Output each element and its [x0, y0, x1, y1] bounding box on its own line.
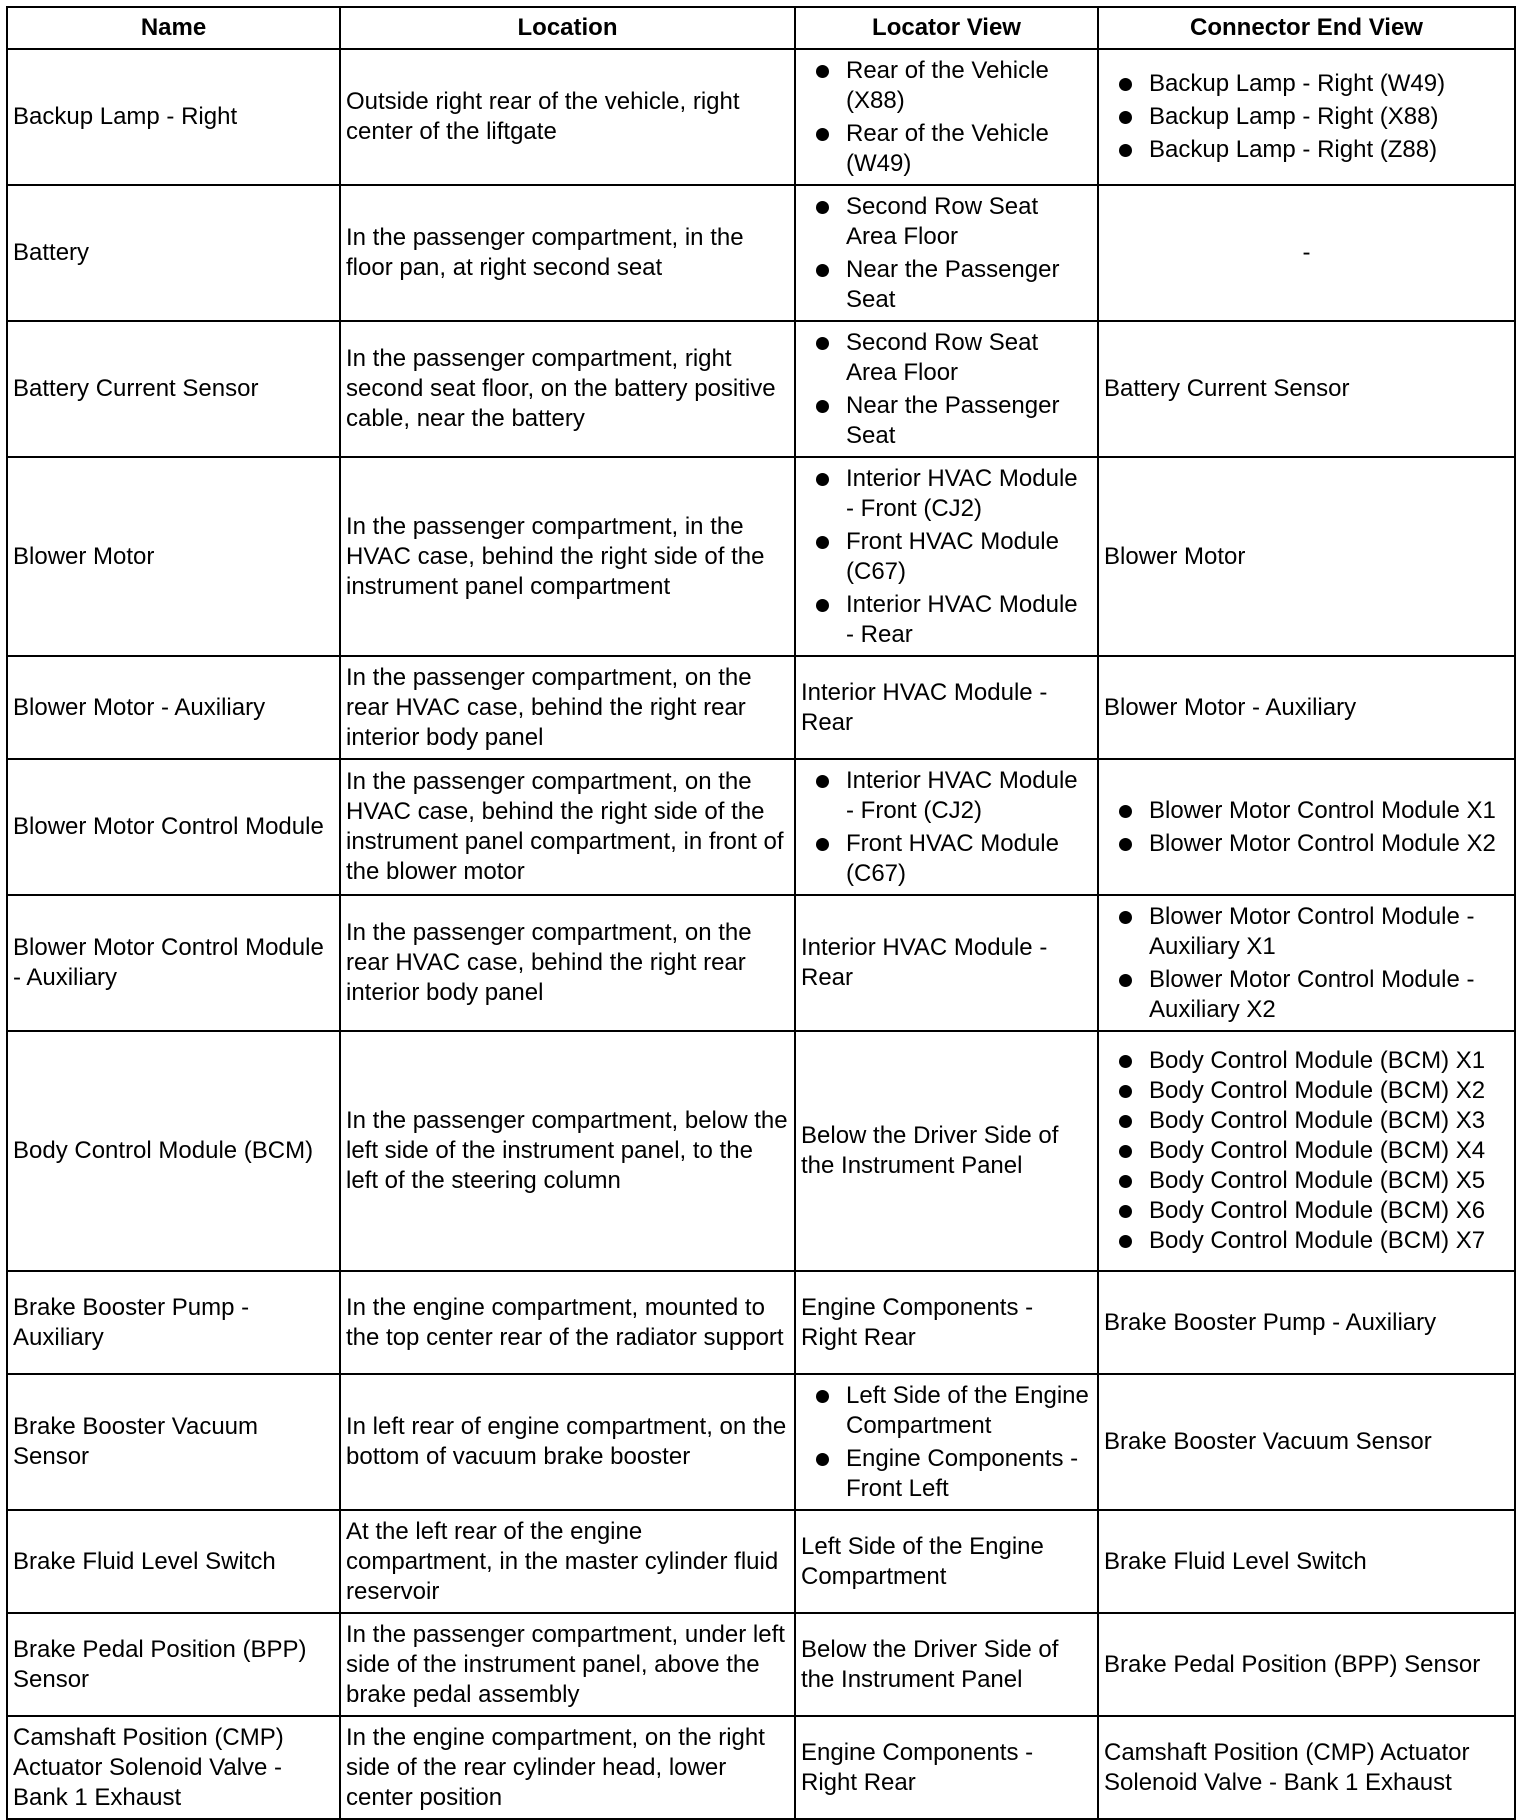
table-row — [7, 895, 1515, 1031]
list-item: Interior HVAC Module - Front (CJ2) — [846, 766, 1092, 826]
cell-connector-end-view: Brake Booster Pump - Auxiliary — [1098, 1271, 1515, 1374]
cell-connector-end-view — [1098, 759, 1515, 895]
list-item: Body Control Module (BCM) X5 — [1149, 1166, 1509, 1196]
cell-locator-view — [795, 321, 1098, 457]
cell-name: Blower Motor Control Module — [7, 759, 340, 895]
cell-locator-view: Below the Driver Side of the Instrument Panel — [795, 1031, 1098, 1271]
table-row — [7, 656, 1515, 759]
cell-location: At the left rear of the engine compartment, in the master cylinder fluid reservoir — [340, 1510, 795, 1613]
cell-location: In left rear of engine compartment, on the bottom of vacuum brake booster — [340, 1374, 795, 1510]
list-item: Interior HVAC Module - Rear — [846, 590, 1092, 650]
list-item: Front HVAC Module (C67) — [846, 527, 1092, 587]
table-row — [7, 1613, 1515, 1716]
table-row — [7, 49, 1515, 185]
table-row — [7, 1031, 1515, 1271]
list-item: Body Control Module (BCM) X4 — [1149, 1136, 1509, 1166]
list-item: Rear of the Vehicle (X88) — [846, 56, 1092, 116]
cell-locator-view: Left Side of the Engine Compartment — [795, 1510, 1098, 1613]
cell-location: In the passenger compartment, on the rear HVAC case, behind the right rear interior body panel — [340, 656, 795, 759]
table-row — [7, 1374, 1515, 1510]
header-locator-view: Locator View — [795, 7, 1098, 49]
cell-name: Blower Motor Control Module - Auxiliary — [7, 895, 340, 1031]
cell-connector-end-view: Blower Motor - Auxiliary — [1098, 656, 1515, 759]
list-item: Body Control Module (BCM) X6 — [1149, 1196, 1509, 1226]
list-item: Blower Motor Control Module X1 — [1149, 796, 1509, 826]
table-row — [7, 759, 1515, 895]
cell-name: Brake Booster Pump - Auxiliary — [7, 1271, 340, 1374]
cell-connector-end-view: Battery Current Sensor — [1098, 321, 1515, 457]
cell-location: In the passenger compartment, in the HVAC case, behind the right side of the instrument panel compartment — [340, 457, 795, 656]
cell-connector-end-view: Blower Motor — [1098, 457, 1515, 656]
cell-location: In the passenger compartment, in the floor pan, at right second seat — [340, 185, 795, 321]
cell-connector-end-view — [1098, 895, 1515, 1031]
cell-connector-end-view: Brake Fluid Level Switch — [1098, 1510, 1515, 1613]
table-row — [7, 185, 1515, 321]
header-connector-end-view: Connector End View — [1098, 7, 1515, 49]
list-item: Near the Passenger Seat — [846, 255, 1092, 315]
cell-connector-end-view: Brake Booster Vacuum Sensor — [1098, 1374, 1515, 1510]
cell-name: Blower Motor — [7, 457, 340, 656]
table-row — [7, 1271, 1515, 1374]
table-row — [7, 457, 1515, 656]
list-item: Blower Motor Control Module X2 — [1149, 829, 1509, 859]
list-item: Body Control Module (BCM) X1 — [1149, 1046, 1509, 1076]
list-item: Body Control Module (BCM) X2 — [1149, 1076, 1509, 1106]
cell-locator-view — [795, 49, 1098, 185]
cell-connector-end-view — [1098, 1031, 1515, 1271]
header-location: Location — [340, 7, 795, 49]
cell-connector-end-view: - — [1098, 185, 1515, 321]
cell-name: Body Control Module (BCM) — [7, 1031, 340, 1271]
list-item: Near the Passenger Seat — [846, 391, 1092, 451]
header-name: Name — [7, 7, 340, 49]
list-item: Backup Lamp - Right (X88) — [1149, 102, 1509, 132]
cell-name: Camshaft Position (CMP) Actuator Solenoid Valve - Bank 1 Exhaust — [7, 1716, 340, 1819]
list-item: Blower Motor Control Module - Auxiliary X1 — [1149, 902, 1509, 962]
cell-location: In the passenger compartment, on the HVAC case, behind the right side of the instrument panel compartment, in front of the blower motor — [340, 759, 795, 895]
list-item: Body Control Module (BCM) X7 — [1149, 1226, 1509, 1256]
list-item: Blower Motor Control Module - Auxiliary X2 — [1149, 965, 1509, 1025]
cell-location: In the engine compartment, mounted to the top center rear of the radiator support — [340, 1271, 795, 1374]
table-row — [7, 1510, 1515, 1613]
list-item: Backup Lamp - Right (Z88) — [1149, 135, 1509, 165]
list-item: Front HVAC Module (C67) — [846, 829, 1092, 889]
cell-name: Brake Booster Vacuum Sensor — [7, 1374, 340, 1510]
table-row — [7, 1716, 1515, 1819]
list-item: Body Control Module (BCM) X3 — [1149, 1106, 1509, 1136]
cell-locator-view — [795, 457, 1098, 656]
cell-locator-view: Engine Components - Right Rear — [795, 1716, 1098, 1819]
cell-locator-view — [795, 759, 1098, 895]
cell-name: Backup Lamp - Right — [7, 49, 340, 185]
list-item: Engine Components - Front Left — [846, 1444, 1092, 1504]
list-item: Left Side of the Engine Compartment — [846, 1381, 1092, 1441]
cell-connector-end-view: Brake Pedal Position (BPP) Sensor — [1098, 1613, 1515, 1716]
cell-locator-view: Interior HVAC Module - Rear — [795, 895, 1098, 1031]
cell-name: Brake Pedal Position (BPP) Sensor — [7, 1613, 340, 1716]
cell-name: Battery — [7, 185, 340, 321]
cell-name: Battery Current Sensor — [7, 321, 340, 457]
cell-location: In the passenger compartment, right second seat floor, on the battery positive cable, near the battery — [340, 321, 795, 457]
cell-location: In the passenger compartment, under left side of the instrument panel, above the brake pedal assembly — [340, 1613, 795, 1716]
cell-locator-view: Interior HVAC Module - Rear — [795, 656, 1098, 759]
cell-name: Brake Fluid Level Switch — [7, 1510, 340, 1613]
cell-locator-view — [795, 1374, 1098, 1510]
list-item: Rear of the Vehicle (W49) — [846, 119, 1092, 179]
list-item: Second Row Seat Area Floor — [846, 328, 1092, 388]
component-locator-table — [6, 6, 1516, 1820]
cell-location: In the passenger compartment, on the rear HVAC case, behind the right rear interior body panel — [340, 895, 795, 1031]
cell-connector-end-view — [1098, 49, 1515, 185]
cell-location: In the passenger compartment, below the left side of the instrument panel, to the left of the steering column — [340, 1031, 795, 1271]
header-row — [7, 7, 1515, 49]
cell-locator-view — [795, 185, 1098, 321]
cell-locator-view: Engine Components - Right Rear — [795, 1271, 1098, 1374]
table-row — [7, 321, 1515, 457]
cell-locator-view: Below the Driver Side of the Instrument Panel — [795, 1613, 1098, 1716]
list-item: Interior HVAC Module - Front (CJ2) — [846, 464, 1092, 524]
cell-name: Blower Motor - Auxiliary — [7, 656, 340, 759]
list-item: Second Row Seat Area Floor — [846, 192, 1092, 252]
cell-location: Outside right rear of the vehicle, right center of the liftgate — [340, 49, 795, 185]
cell-location: In the engine compartment, on the right side of the rear cylinder head, lower center position — [340, 1716, 795, 1819]
list-item: Backup Lamp - Right (W49) — [1149, 69, 1509, 99]
cell-connector-end-view: Camshaft Position (CMP) Actuator Solenoid Valve - Bank 1 Exhaust — [1098, 1716, 1515, 1819]
